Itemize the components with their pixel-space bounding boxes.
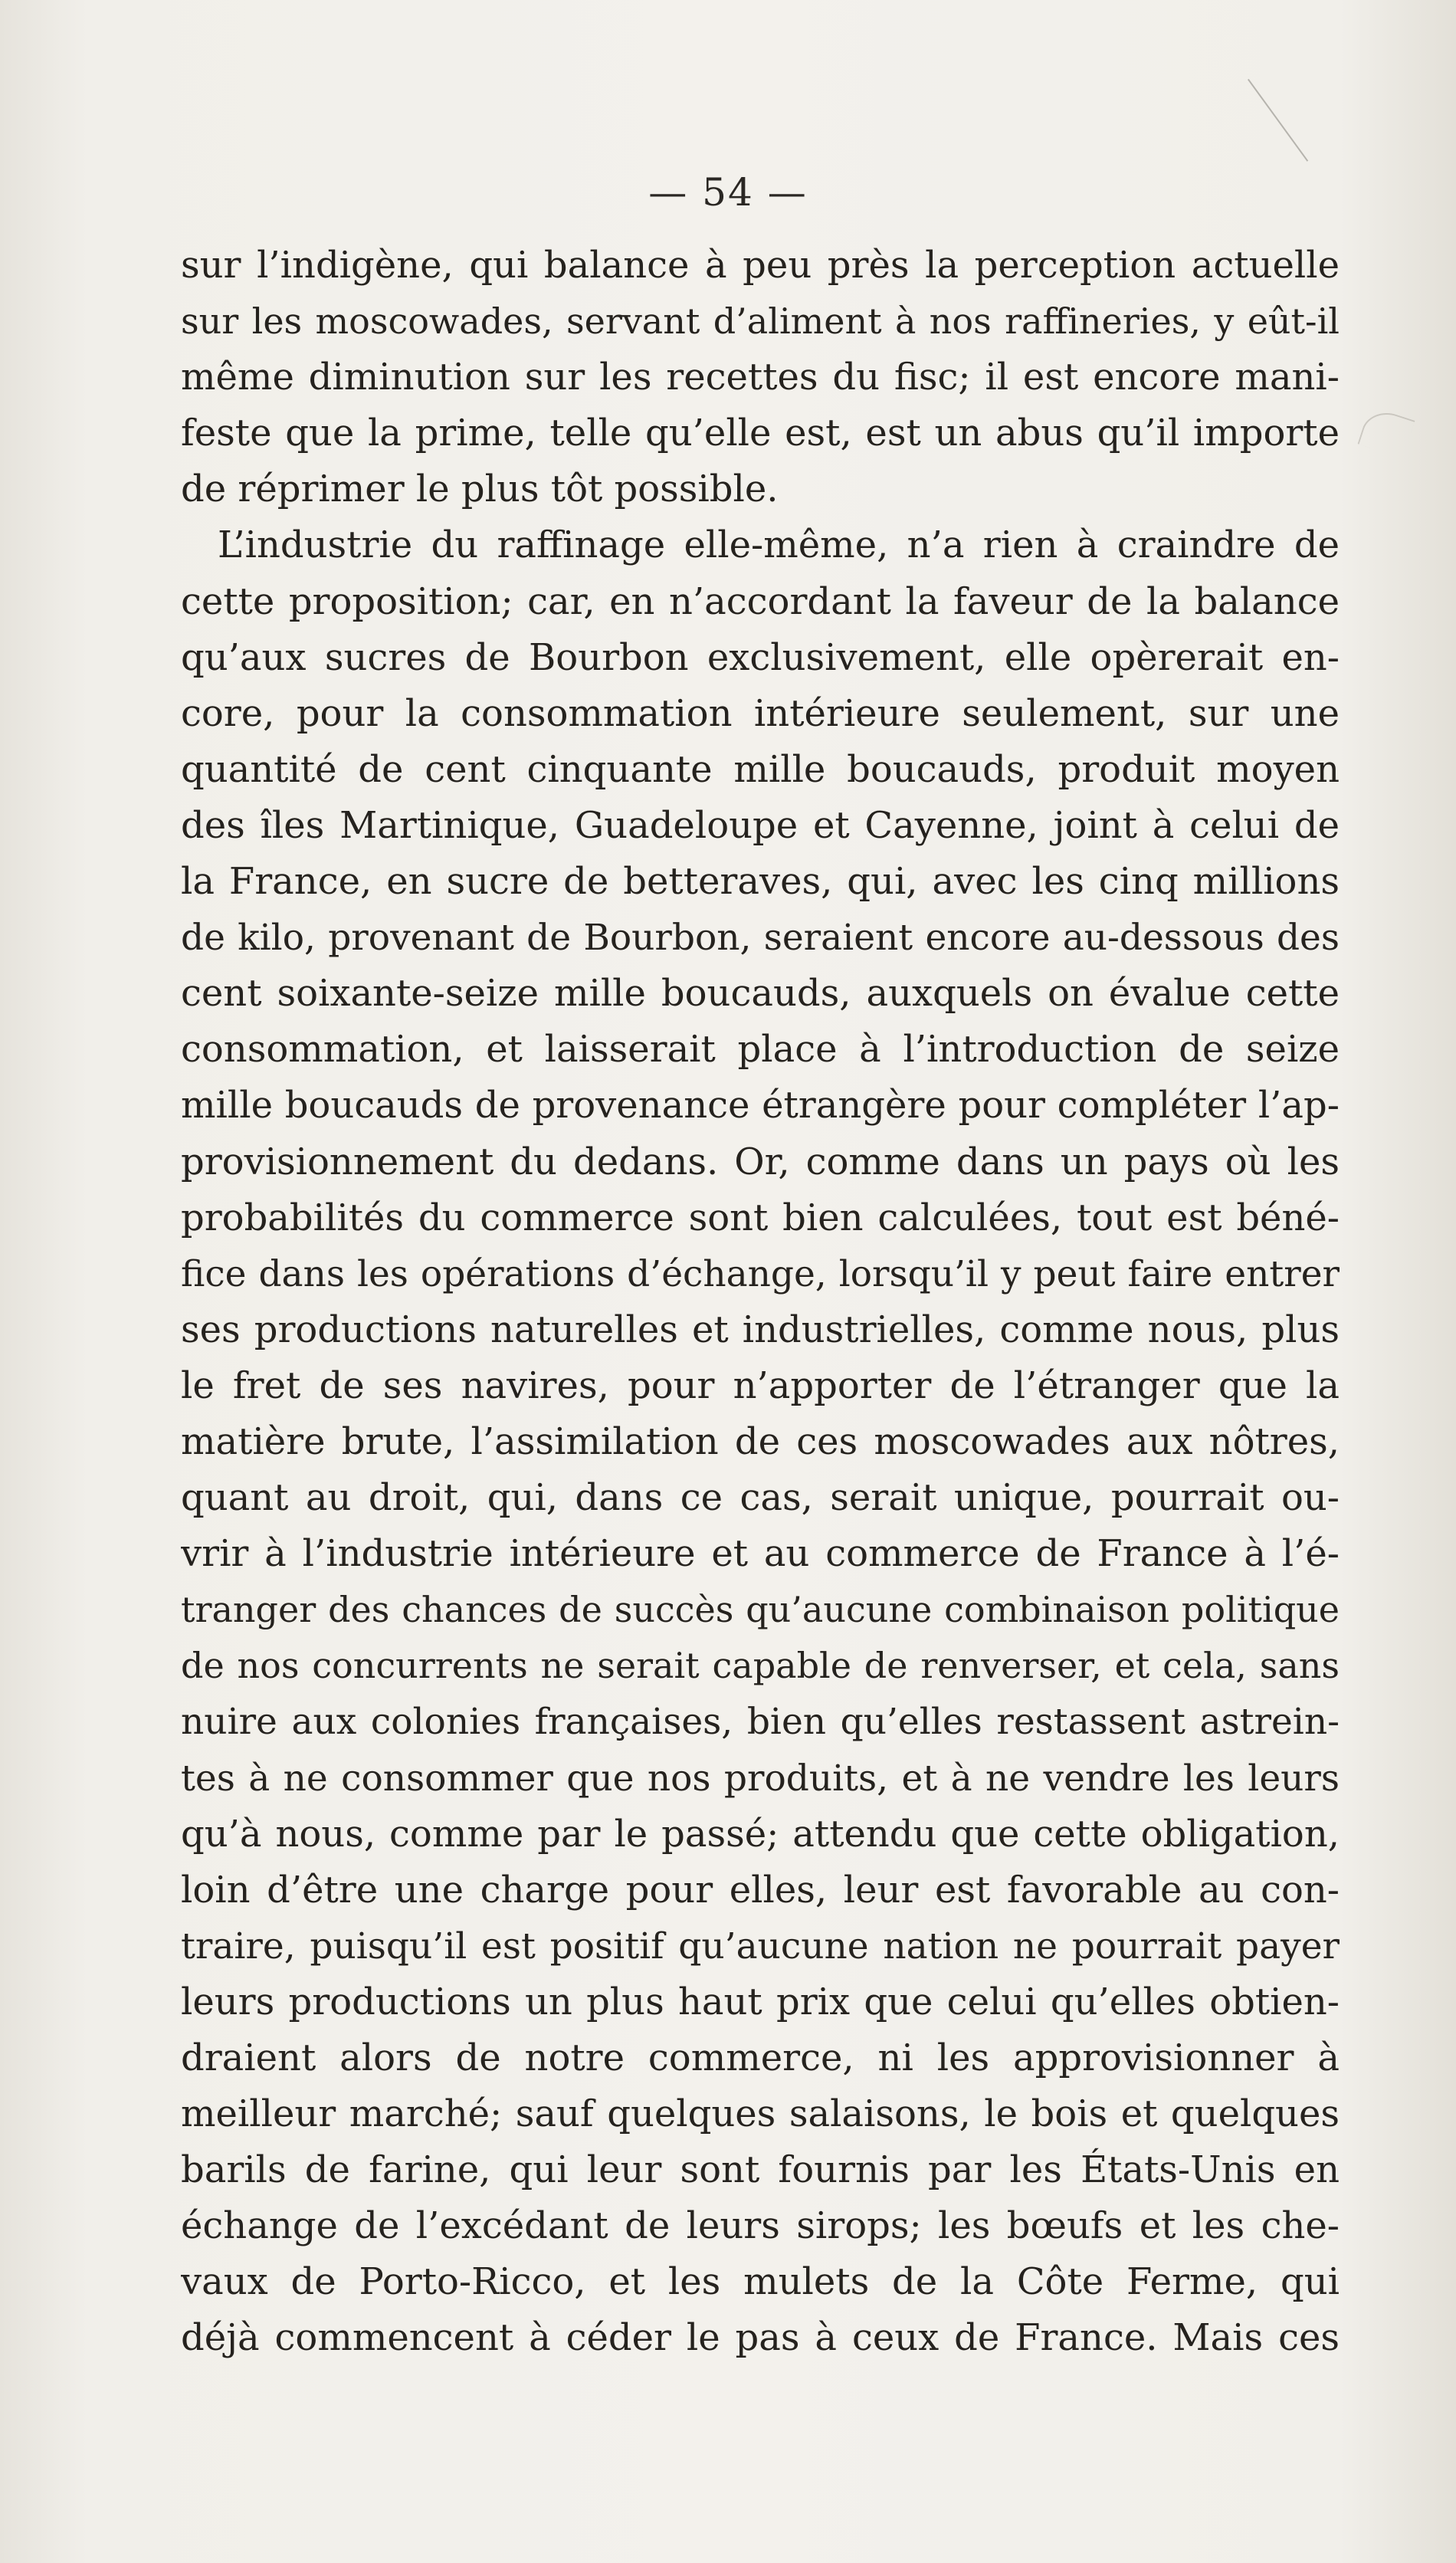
text-line: barils de farine, qui leur sont fournis par les États-Unis en (181, 2148, 1340, 2192)
text-line: de nos concurrents ne serait capable de renverser, et cela, sans (181, 1645, 1340, 1687)
text-line: fice dans les opérations d’échange, lorsqu’il y peut faire entrer (181, 1252, 1340, 1295)
paper-crease-mark (1248, 79, 1308, 162)
text-line: probabilités du commerce sont bien calculées, tout est béné- (181, 1196, 1340, 1239)
text-line: de kilo, provenant de Bourbon, seraient encore au-dessous des (181, 917, 1340, 960)
text-line: qu’aux sucres de Bourbon exclusivement, elle opèrerait en- (181, 635, 1340, 679)
text-line: core, pour la consommation intérieure seulement, sur une (181, 691, 1340, 735)
text-line: vrir à l’industrie intérieure et au commerce de France à l’é- (181, 1532, 1340, 1576)
text-line: L’industrie du raffinage elle-même, n’a rien à craindre de (218, 523, 1340, 567)
text-line: tes à ne consommer que nos produits, et à ne vendre les leurs (181, 1757, 1340, 1800)
text-line: cette proposition; car, en n’accordant la faveur de la balance (181, 579, 1340, 623)
text-line: provisionnement du dedans. Or, comme dans un pays où les (181, 1140, 1340, 1183)
text-line: meilleur marché; sauf quelques salaisons, le bois et quelques (181, 2092, 1340, 2136)
text-line: sur l’indigène, qui balance à peu près la perception actuelle (181, 244, 1340, 287)
text-line: vaux de Porto-Ricco, et les mulets de la Côte Ferme, qui (181, 2260, 1340, 2304)
text-line: loin d’être une charge pour elles, leur est favorable au con- (181, 1868, 1340, 1912)
text-line: ses productions naturelles et industrielles, comme nous, plus (181, 1308, 1340, 1351)
text-line: matière brute, l’assimilation de ces moscowades aux nôtres, (181, 1419, 1340, 1463)
text-line: la France, en sucre de betteraves, qui, avec les cinq millions (181, 860, 1340, 904)
text-line: nuire aux colonies françaises, bien qu’elles restassent astrein- (181, 1701, 1340, 1744)
text-line: déjà commencent à céder le pas à ceux de France. Mais ces (181, 2316, 1340, 2360)
text-line: quant au droit, qui, dans ce cas, serait unique, pourrait ou- (181, 1476, 1340, 1520)
paper-stain-mark (1357, 406, 1415, 459)
text-line: quantité de cent cinquante mille boucauds, produit moyen (181, 747, 1340, 791)
text-line: traire, puisqu’il est positif qu’aucune nation ne pourrait payer (181, 1925, 1340, 1967)
text-line: draient alors de notre commerce, ni les approvisionner à (181, 2036, 1340, 2079)
text-line: échange de l’excédant de leurs sirops; les bœufs et les che- (181, 2204, 1340, 2248)
text-line: consommation, et laisserait place à l’introduction de seize (181, 1028, 1340, 1071)
text-line: sur les moscowades, servant d’aliment à nos raffineries, y eût-il (181, 300, 1340, 343)
text-line: qu’à nous, comme par le passé; attendu que cette obligation, (181, 1812, 1340, 1856)
text-line: le fret de ses navires, pour n’apporter de l’étranger que la (181, 1364, 1340, 1407)
page-number: — 54 — (648, 170, 808, 215)
text-line: feste que la prime, telle qu’elle est, est un abus qu’il importe (181, 412, 1340, 455)
text-line: cent soixante-seize mille boucauds, auxquels on évalue cette (181, 972, 1340, 1016)
text-line: de réprimer le plus tôt possible. (181, 468, 779, 511)
text-line: mille boucauds de provenance étrangère pour compléter l’ap- (181, 1084, 1340, 1127)
text-line: des îles Martinique, Guadeloupe et Cayenne, joint à celui de (181, 803, 1340, 847)
text-line: leurs productions un plus haut prix que celui qu’elles obtien- (181, 1980, 1340, 2023)
body-text (181, 238, 1340, 2367)
text-line: même diminution sur les recettes du fisc; il est encore mani- (181, 356, 1340, 399)
text-line: tranger des chances de succès qu’aucune combinaison politique (181, 1589, 1340, 1631)
